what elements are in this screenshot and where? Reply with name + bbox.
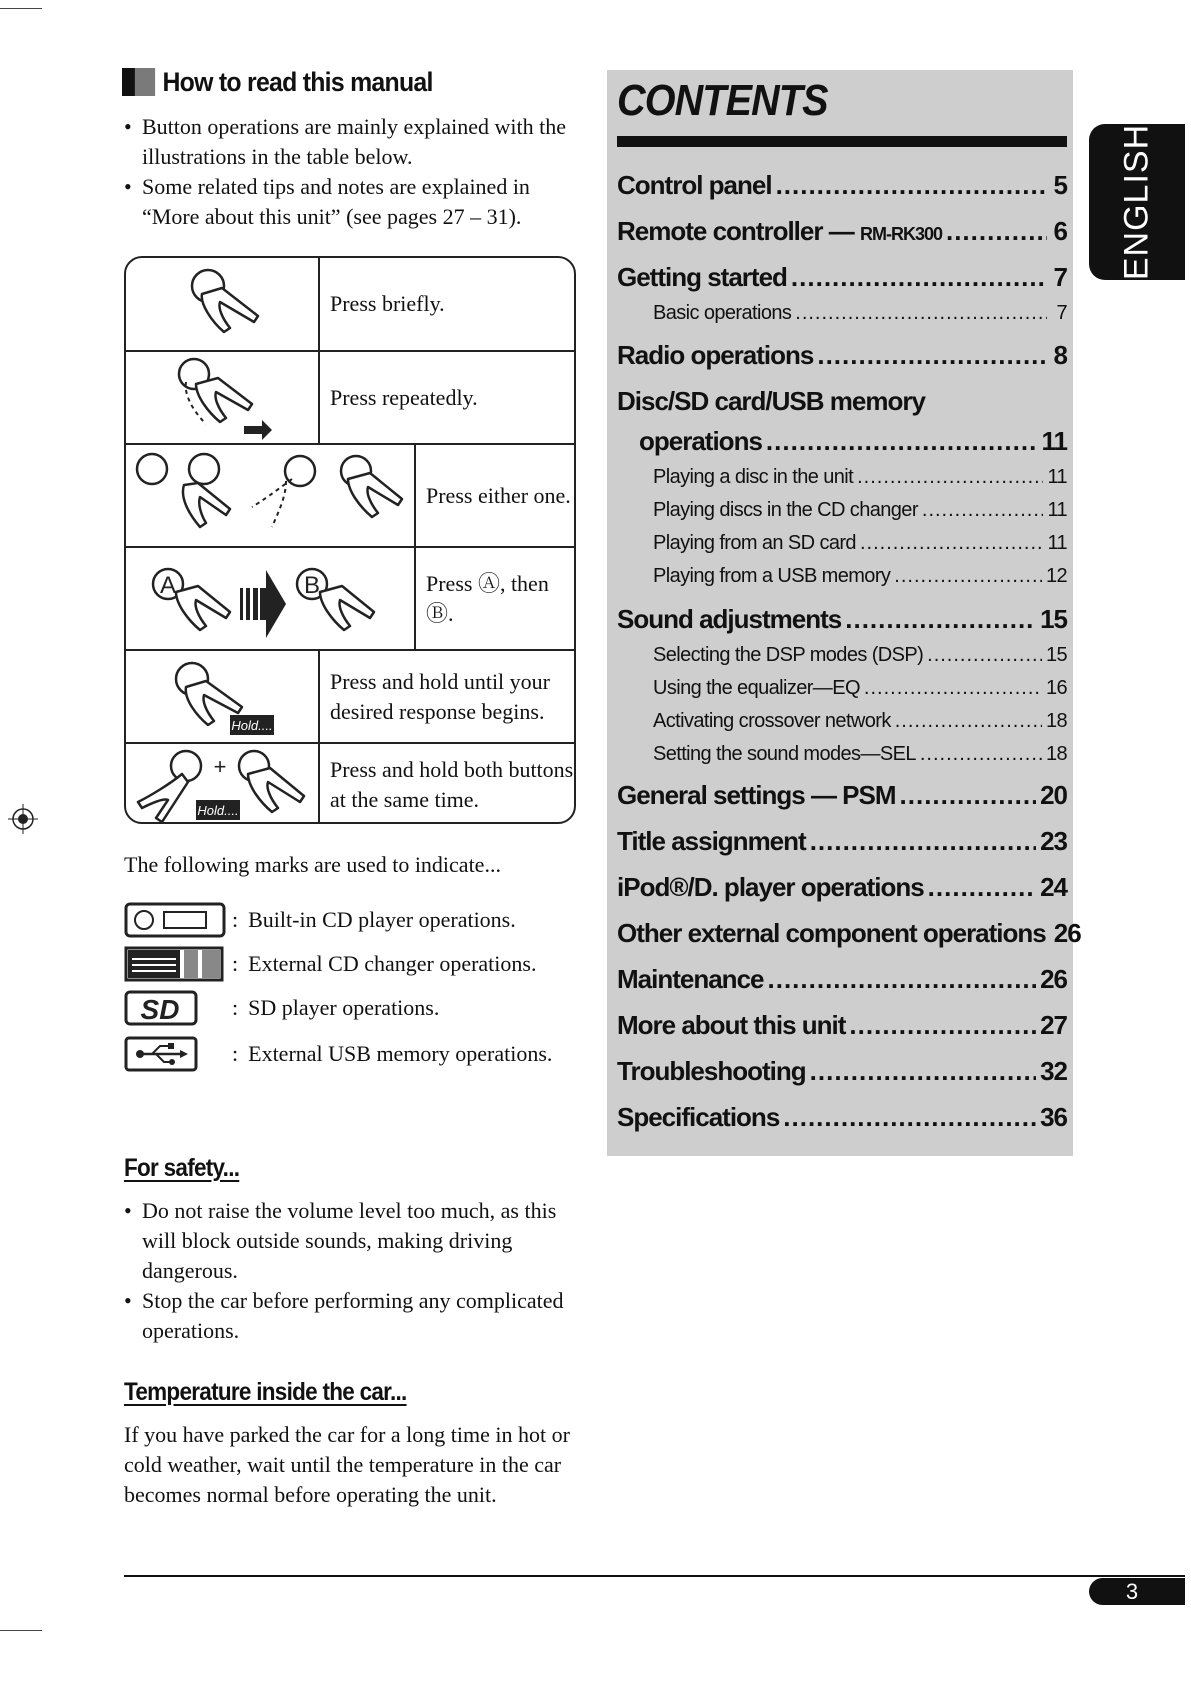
press-a-then-b-text: Press Ⓐ, then Ⓑ. — [426, 570, 549, 626]
contents-title: CONTENTS — [617, 76, 828, 125]
temperature-text: If you have parked the car for a long time in hot or cold weather, wait until the temperature in the car becomes normal before operating the unit. — [124, 1422, 570, 1507]
press-hold-illustration — [126, 651, 320, 742]
toc-label: operations — [639, 426, 762, 456]
toc-label: Basic operations — [653, 302, 792, 324]
table-row — [126, 742, 574, 824]
toc-entry[interactable] — [617, 826, 1067, 857]
toc-label-suffix: RM-RK300 — [859, 224, 942, 244]
page-number: 3 — [1089, 1578, 1185, 1605]
toc-entry[interactable] — [653, 466, 1067, 489]
finger-hold-icon — [126, 651, 316, 741]
toc-entry[interactable] — [653, 499, 1067, 522]
marks-intro: The following marks are used to indicate... — [124, 852, 501, 877]
language-tab — [1089, 124, 1185, 280]
toc-entry[interactable] — [617, 918, 1081, 949]
toc-label: Playing from an SD card — [653, 532, 856, 554]
toc-page: 11 — [1041, 426, 1067, 456]
toc-page: 36 — [1040, 1102, 1067, 1132]
toc-page: 24 — [1040, 872, 1067, 902]
sd-logo-text: SD — [140, 994, 180, 1025]
colon: : — [232, 907, 239, 932]
language-tab-label: ENGLISH — [1117, 123, 1156, 281]
press-repeatedly-illustration — [126, 352, 320, 443]
mark-label: SD player operations. — [248, 995, 440, 1020]
toc-label: Radio operations — [617, 340, 814, 370]
toc-entry[interactable] — [617, 1010, 1067, 1041]
footer-rule — [124, 1575, 1185, 1577]
toc-page: 16 — [1045, 677, 1067, 699]
crop-mark — [0, 1630, 42, 1631]
toc-entry[interactable] — [639, 426, 1067, 457]
toc-label: Title assignment — [617, 826, 806, 856]
toc-entry[interactable] — [653, 532, 1067, 555]
toc-entry[interactable] — [653, 743, 1067, 766]
section-marker-icon — [122, 68, 155, 96]
press-a-then-b-illustration — [126, 548, 416, 649]
letter-a: A — [159, 572, 177, 599]
toc-label: iPod®/D. player operations — [617, 872, 924, 902]
toc-page: 26 — [1053, 918, 1081, 948]
how-to-read-title: How to read this manual — [162, 66, 433, 97]
hold-label: Hold.... — [231, 718, 273, 733]
toc-entry[interactable] — [617, 340, 1067, 371]
mark-label: External USB memory operations. — [248, 1041, 553, 1066]
toc-label: Using the equalizer—EQ — [653, 677, 860, 699]
toc-entry[interactable] — [653, 302, 1067, 325]
table-row — [126, 546, 574, 649]
table-row — [126, 649, 574, 742]
a-then-b-icon — [126, 548, 412, 648]
colon: : — [232, 1041, 239, 1066]
letter-b: B — [303, 572, 321, 599]
table-row — [126, 258, 574, 350]
toc-label: Control panel — [617, 170, 772, 200]
toc-label: Other external component operations — [617, 918, 1046, 948]
toc-entry[interactable] — [653, 710, 1067, 733]
bullet-item: • Stop the car before performing any complicated operations. — [122, 1286, 584, 1346]
toc-entry[interactable] — [653, 565, 1067, 588]
toc-entry[interactable] — [617, 1102, 1067, 1133]
mark-legend-item — [124, 946, 536, 982]
press-hold-both-text: Press and hold both buttons at the same time. — [330, 757, 574, 812]
finger-press-icon — [126, 258, 316, 348]
temperature-heading: Temperature inside the car... — [124, 1378, 407, 1406]
registration-mark-icon — [8, 804, 38, 834]
how-to-read-heading — [122, 66, 433, 98]
toc-entry[interactable] — [617, 262, 1067, 293]
toc-page: 7 — [1056, 302, 1067, 324]
toc-label: Getting started — [617, 262, 787, 292]
toc-label: Playing from a USB memory — [653, 565, 891, 587]
toc-label: Playing discs in the CD changer — [653, 499, 918, 521]
finger-repeat-icon — [126, 352, 316, 442]
table-row — [126, 350, 574, 443]
cd-player-icon — [124, 902, 226, 938]
toc-page: 18 — [1045, 710, 1067, 732]
toc-page: 15 — [1045, 644, 1067, 666]
mark-label: Built-in CD player operations. — [248, 907, 516, 932]
safety-heading: For safety... — [124, 1154, 240, 1182]
two-buttons-icon — [126, 445, 412, 545]
two-fingers-hold-icon — [126, 744, 316, 824]
toc-label[interactable]: Disc/SD card/USB memory — [617, 386, 925, 416]
toc-page: 11 — [1047, 499, 1067, 521]
crop-mark — [0, 8, 42, 9]
mark-legend-item — [124, 990, 439, 1026]
toc-label: Maintenance — [617, 964, 764, 994]
safety-bullets — [122, 1196, 584, 1346]
sd-card-icon — [124, 990, 226, 1026]
toc-label: Playing a disc in the unit — [653, 466, 854, 488]
colon: : — [232, 951, 239, 976]
press-either-illustration — [126, 445, 416, 546]
toc-page: 8 — [1053, 340, 1067, 370]
table-row — [126, 443, 574, 546]
how-to-read-bullets — [122, 112, 582, 232]
toc-page: 5 — [1053, 170, 1067, 200]
toc-label: Sound adjustments — [617, 604, 842, 634]
toc-label: Selecting the DSP modes (DSP) — [653, 644, 924, 666]
toc-label: More about this unit — [617, 1010, 846, 1040]
plus-sign: + — [213, 754, 227, 779]
toc-page: 18 — [1045, 743, 1067, 765]
toc-entry[interactable] — [617, 780, 1067, 811]
press-repeatedly-text: Press repeatedly. — [330, 384, 478, 410]
bullet-item: • Some related tips and notes are explained in “More about this unit” (see pages 27 – 31). — [122, 172, 582, 232]
bullet-item: • Button operations are mainly explained with the illustrations in the table below. — [122, 112, 582, 172]
toc-label: Specifications — [617, 1102, 780, 1132]
toc-page: 26 — [1040, 964, 1067, 994]
toc-page: 32 — [1040, 1056, 1067, 1086]
toc-entry[interactable] — [653, 644, 1067, 667]
press-hold-text: Press and hold until your desired response begins. — [330, 668, 550, 724]
toc-page: 7 — [1053, 262, 1067, 292]
toc-label: Setting the sound modes—SEL — [653, 743, 916, 765]
press-either-text: Press either one. — [426, 482, 571, 508]
bullet-item: • Do not raise the volume level too much, as this will block outside sounds, making driving dangerous. — [122, 1196, 584, 1286]
toc-page: 20 — [1040, 780, 1067, 810]
usb-icon — [124, 1036, 226, 1072]
toc-entry[interactable] — [617, 604, 1067, 635]
press-hold-both-illustration — [126, 744, 320, 824]
hold-label: Hold.... — [197, 803, 239, 818]
press-briefly-illustration — [126, 258, 320, 350]
toc-page: 6 — [1053, 216, 1067, 246]
toc-page: 15 — [1040, 604, 1067, 634]
cd-changer-icon — [124, 946, 226, 982]
toc-entry[interactable] — [617, 216, 1067, 247]
press-briefly-text: Press briefly. — [330, 291, 445, 316]
toc-label: General settings — PSM — [617, 780, 896, 810]
toc-entry[interactable] — [653, 677, 1067, 700]
toc-page: 12 — [1045, 565, 1067, 587]
toc-entry[interactable] — [617, 170, 1067, 201]
toc-label: Troubleshooting — [617, 1056, 806, 1086]
toc-page: 23 — [1040, 826, 1067, 856]
toc-entry[interactable] — [617, 964, 1067, 995]
contents-divider — [617, 136, 1067, 147]
mark-legend-item — [124, 902, 516, 938]
button-operations-table — [124, 256, 576, 824]
contents-panel — [607, 70, 1081, 1156]
toc-page: 27 — [1040, 1010, 1067, 1040]
toc-page: 11 — [1047, 532, 1067, 554]
toc-label: Activating crossover network — [653, 710, 891, 732]
mark-legend-item — [124, 1036, 552, 1072]
toc-page: 11 — [1047, 466, 1067, 488]
toc-entry[interactable] — [617, 872, 1067, 903]
colon: : — [232, 995, 239, 1020]
mark-label: External CD changer operations. — [248, 951, 537, 976]
toc-label: Remote controller — — [617, 216, 854, 246]
toc-entry[interactable] — [617, 1056, 1067, 1087]
